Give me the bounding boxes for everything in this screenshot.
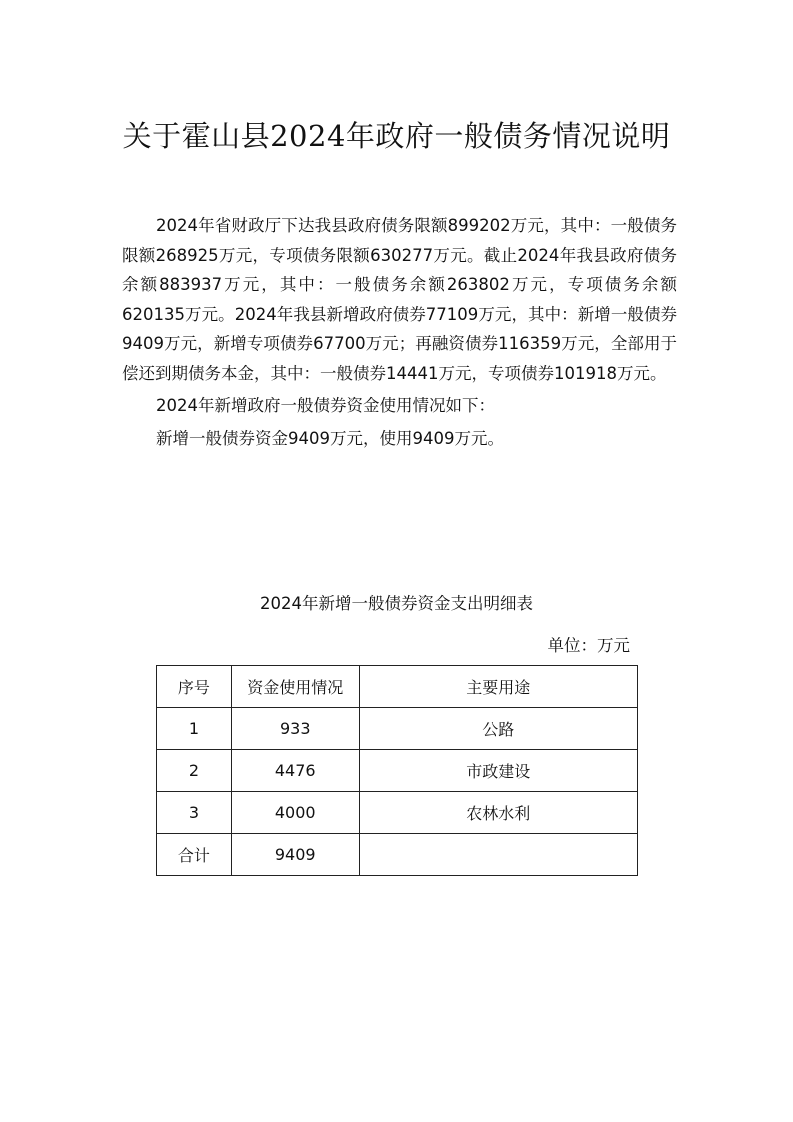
- document-title: 关于霍山县2024年政府一般债务情况说明: [122, 119, 671, 153]
- cell-amount: 4476: [231, 750, 359, 792]
- cell-purpose: 农林水利: [359, 792, 637, 834]
- table-row: [157, 708, 638, 750]
- cell-total-purpose: [359, 834, 637, 876]
- header-cell-purpose: 主要用途: [359, 666, 637, 708]
- cell-total-amount: 9409: [231, 834, 359, 876]
- paragraph-debt-summary: 2024年省财政厅下达我县政府债务限额899202万元，其中：一般债务限额268925万元，专项债务限额630277万元。截止2024年我县政府债务余额883937万元，其中：一般债务余额263802万元，专项债务余额620135万元。2024年我县新增政府债券77109万元，其中：新增一般债券9409万元，新增专项债券67700万元；再融资债券116359万元，全部用于偿还到期债务本金，其中：一般债券14441万元，专项债券101918万元。: [122, 216, 677, 383]
- cell-purpose: 公路: [359, 708, 637, 750]
- table-row: [157, 792, 638, 834]
- table-total-row: [157, 834, 638, 876]
- cell-total-label: 合计: [157, 834, 232, 876]
- cell-amount: 4000: [231, 792, 359, 834]
- cell-index: 2: [157, 750, 232, 792]
- table-header-row: [157, 666, 638, 708]
- unit-label: 单位：万元: [547, 636, 630, 655]
- paragraph-usage-amount: 新增一般债券资金9409万元，使用9409万元。: [156, 428, 504, 448]
- cell-purpose: 市政建设: [359, 750, 637, 792]
- cell-index: 1: [157, 708, 232, 750]
- header-cell-amount: 资金使用情况: [231, 666, 359, 708]
- header-cell-index: 序号: [157, 666, 232, 708]
- table-title: 2024年新增一般债券资金支出明细表: [260, 594, 533, 613]
- cell-index: 3: [157, 792, 232, 834]
- document-body: [122, 211, 677, 453]
- table-row: [157, 750, 638, 792]
- cell-amount: 933: [231, 708, 359, 750]
- paragraph-usage-intro: 2024年新增政府一般债券资金使用情况如下：: [156, 396, 495, 415]
- expenditure-table: [156, 665, 638, 876]
